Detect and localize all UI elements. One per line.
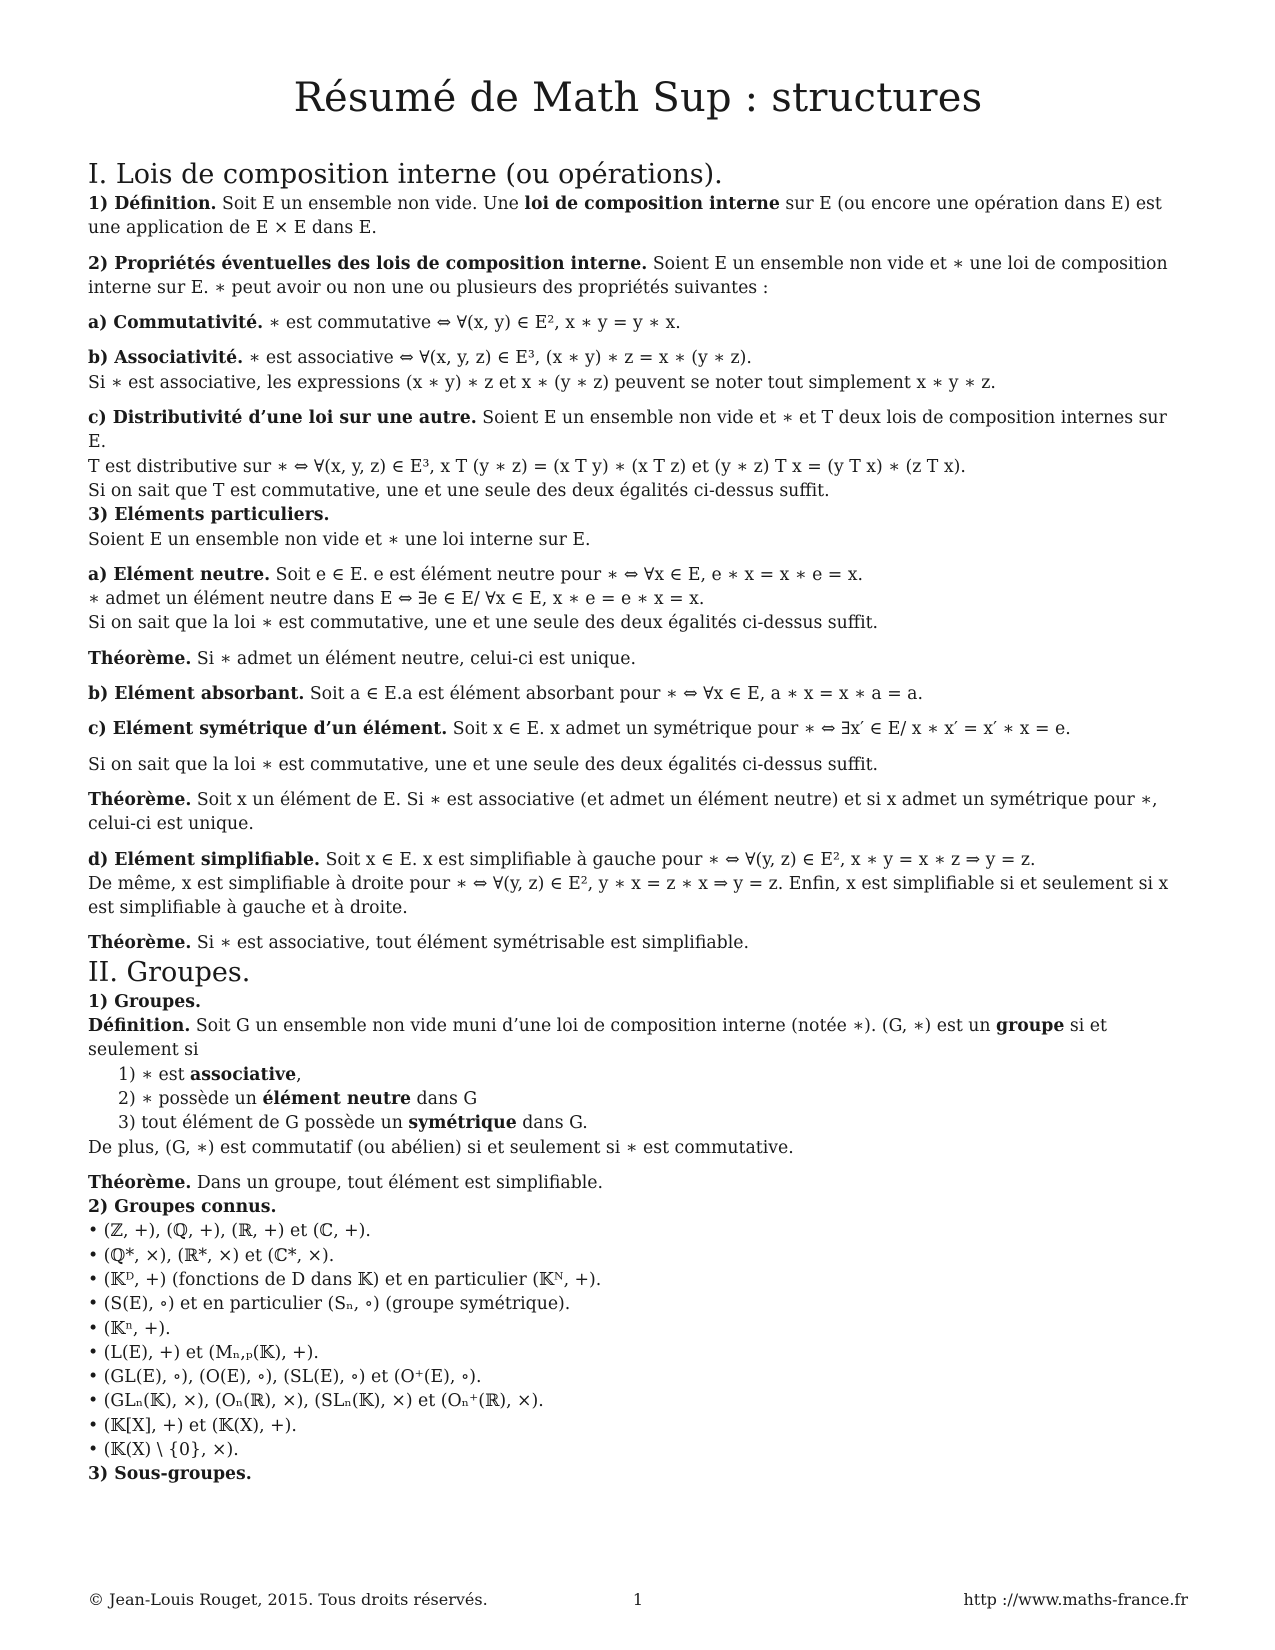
list-item: • (L(E), +) et (Mₙ,ₚ(𝕂), +). <box>88 1342 319 1363</box>
theorem-neutral-unique: Théorème. Si ∗ admet un élément neutre, celui-ci est unique. <box>88 648 637 669</box>
heading-sous-groupes: 3) Sous-groupes. <box>88 1464 252 1485</box>
list-item: • (ℤ, +), (ℚ, +), (ℝ, +) et (ℂ, +). <box>88 1221 371 1242</box>
group-condition-2: 2) ∗ possède un élément neutre dans G <box>118 1088 478 1109</box>
group-condition-1: 1) ∗ est associative, <box>118 1064 302 1085</box>
paragraph-definition: 1) Définition. Soit E un ensemble non vide. Une loi de composition interne sur E (ou encore une opération dans E) est une application de E × E dans E. <box>88 194 1162 239</box>
abelian-note: De plus, (G, ∗) est commutatif (ou abélien) si et seulement si ∗ est commutative. <box>88 1137 794 1158</box>
section-heading-groupes: II. Groupes. <box>88 956 251 988</box>
heading-groupes-connus: 2) Groupes connus. <box>88 1197 277 1218</box>
theorem-symmetrisable-simplifiable: Théorème. Si ∗ est associative, tout élément symétrisable est simplifiable. <box>88 933 749 954</box>
list-item: • (GL(E), ∘), (O(E), ∘), (SL(E), ∘) et (O⁺(E), ∘). <box>88 1367 482 1388</box>
section-heading-lois: I. Lois de composition interne (ou opérations). <box>88 159 723 190</box>
list-item: • (S(E), ∘) et en particulier (Sₙ, ∘) (groupe symétrique). <box>88 1294 571 1315</box>
list-item: • (𝕂ᴰ, +) (fonctions de D dans 𝕂) et en particulier (𝕂ᴺ, +). <box>88 1269 602 1290</box>
paragraph-symmetric-element: c) Elément symétrique d’un élément. Soit x ∈ E. x admet un symétrique pour ∗ ⇔ ∃x′ ∈ E/ x ∗ x′ = x′ ∗ x = e. <box>88 719 1071 740</box>
heading-elements-particuliers: 3) Eléments particuliers. <box>88 505 330 526</box>
list-item: • (GLₙ(𝕂), ×), (Oₙ(ℝ), ×), (SLₙ(𝕂), ×) et (Oₙ⁺(ℝ), ×). <box>88 1391 544 1412</box>
document-title: Résumé de Math Sup : structures <box>293 74 983 121</box>
paragraph-commutativity: a) Commutativité. ∗ est commutative ⇔ ∀(x, y) ∈ E², x ∗ y = y ∗ x. <box>88 313 681 334</box>
heading-groupes: 1) Groupes. <box>88 991 201 1012</box>
theorem-group-simplifiable: Théorème. Dans un groupe, tout élément est simplifiable. <box>88 1172 604 1193</box>
list-item: • (𝕂(X) \ {0}, ×). <box>88 1440 239 1461</box>
footer-page-number: 1 <box>632 1590 644 1609</box>
theorem-symmetric-unique: Théorème. Soit x un élément de E. Si ∗ est associative (et admet un élément neutre) et si x admet un symétrique pour ∗, celui-ci est unique. <box>88 789 1158 835</box>
paragraph-properties: 2) Propriétés éventuelles des lois de composition interne. Soient E un ensemble non vide et ∗ une loi de composition interne sur E. ∗ peut avoir ou non une ou plusieurs des propriétés suivantes : <box>88 253 1168 298</box>
paragraph-associativity: b) Associativité. ∗ est associative ⇔ ∀(x, y, z) ∈ E³, (x ∗ y) ∗ z = x ∗ (y ∗ z). <box>88 348 752 369</box>
paragraph-neutral-element: a) Elément neutre. Soit e ∈ E. e est élément neutre pour ∗ ⇔ ∀x ∈ E, e ∗ x = x ∗ e = x. <box>88 564 864 585</box>
page-footer <box>88 1590 1188 1614</box>
list-item: • (𝕂ⁿ, +). <box>88 1318 171 1339</box>
distributivity-note: Si on sait que T est commutative, une et une seule des deux égalités ci-dessus suffit. <box>88 480 830 501</box>
paragraph-distributivity: c) Distributivité d’une loi sur une autre. Soient E un ensemble non vide et ∗ et T deux lois de composition internes sur E. <box>88 408 1167 453</box>
simplifiable-line2: De même, x est simplifiable à droite pour ∗ ⇔ ∀(y, z) ∈ E², y ∗ x = z ∗ x ⇒ y = z. Enfin, x est simplifiable si et seulement si x est simplifiable à gauche et à droite. <box>88 873 1169 919</box>
distributivity-formula: T est distributive sur ∗ ⇔ ∀(x, y, z) ∈ E³, x T (y ∗ z) = (x T y) ∗ (x T z) et (y ∗ z) T x = (y T x) ∗ (z T x). <box>88 456 966 477</box>
document-body <box>88 158 1188 1487</box>
neutral-element-line2: ∗ admet un élément neutre dans E ⇔ ∃e ∈ E/ ∀x ∈ E, x ∗ e = e ∗ x = x. <box>88 589 705 610</box>
neutral-element-note: Si on sait que la loi ∗ est commutative, une et une seule des deux égalités ci-dessus suffit. <box>88 613 879 634</box>
paragraph-absorbing-element: b) Elément absorbant. Soit a ∈ E.a est élément absorbant pour ∗ ⇔ ∀x ∈ E, a ∗ x = x ∗ a = a. <box>88 684 923 705</box>
list-item: • (ℚ*, ×), (ℝ*, ×) et (ℂ*, ×). <box>88 1245 335 1266</box>
footer-copyright: © Jean-Louis Rouget, 2015. Tous droits réservés. <box>88 1590 488 1609</box>
group-condition-3: 3) tout élément de G possède un symétrique dans G. <box>118 1113 588 1134</box>
footer-url: http ://www.maths-france.fr <box>963 1590 1188 1609</box>
elements-intro: Soient E un ensemble non vide et ∗ une loi interne sur E. <box>88 529 591 550</box>
paragraph-group-definition: Définition. Soit G un ensemble non vide muni d’une loi de composition interne (notée ∗). (G, ∗) est un groupe si et seulement si <box>88 1016 1107 1061</box>
paragraph-simplifiable-element: d) Elément simplifiable. Soit x ∈ E. x est simplifiable à gauche pour ∗ ⇔ ∀(y, z) ∈ E², x ∗ y = x ∗ z ⇒ y = z. <box>88 849 1036 870</box>
associativity-note: Si ∗ est associative, les expressions (x ∗ y) ∗ z et x ∗ (y ∗ z) peuvent se noter tout simplement x ∗ y ∗ z. <box>88 372 996 393</box>
symmetric-note: Si on sait que la loi ∗ est commutative, une et une seule des deux égalités ci-dessus suffit. <box>88 754 879 775</box>
list-item: • (𝕂[X], +) et (𝕂(X), +). <box>88 1415 297 1436</box>
